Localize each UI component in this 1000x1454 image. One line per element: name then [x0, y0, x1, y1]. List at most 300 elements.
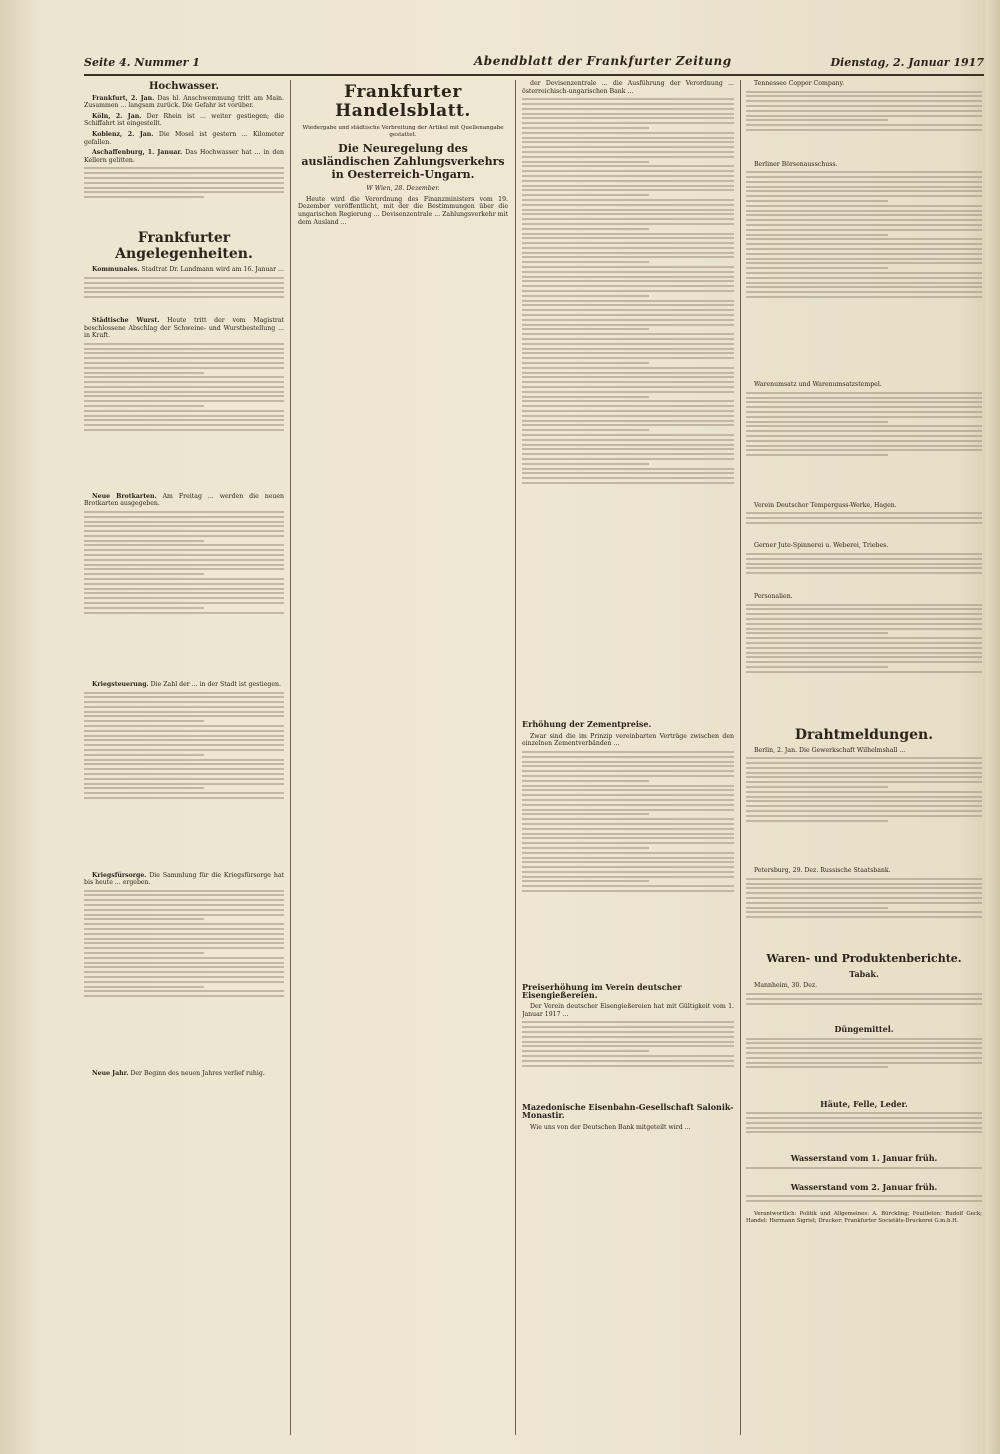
text-line: [84, 525, 284, 527]
text-line: [746, 248, 982, 250]
subsection-heading: Tabak.: [849, 968, 879, 979]
text-line: [746, 214, 982, 216]
text-line: [746, 1052, 982, 1054]
text-line: [522, 170, 734, 172]
text-line: [522, 314, 734, 316]
text-line: [746, 1117, 982, 1119]
news-item: [84, 113, 284, 128]
text-line: [522, 357, 734, 359]
text-line: [746, 558, 982, 560]
text-line: [746, 800, 982, 802]
text-line: [746, 1127, 982, 1129]
text-line: [746, 91, 982, 93]
text-line: [84, 778, 284, 780]
article-body: der Devisenzentrale ... die Ausführung der Verordnung ... österreichisch-ungarischen Bank ...: [522, 80, 734, 95]
text-line: [522, 828, 734, 830]
text-line: [522, 1036, 734, 1038]
text-line: [84, 282, 284, 284]
text-fill: [522, 1021, 734, 1101]
text-line: [522, 876, 734, 878]
text-line: [746, 762, 982, 764]
text-line: [522, 233, 734, 235]
text-line: [84, 739, 284, 741]
news-item: Der Verein deutscher Eisengießereien hat mit Gültigkeit vom 1. Januar 1917 ...: [522, 1003, 734, 1018]
text-fill: [746, 1195, 982, 1211]
text-line: [84, 696, 284, 698]
item-lead: Kriegsteuerung.: [92, 680, 149, 688]
text-line: [84, 754, 204, 756]
text-line: [522, 228, 649, 230]
text-line: [84, 890, 284, 892]
text-line: [522, 1055, 734, 1057]
page-header: [84, 54, 984, 76]
text-line: [84, 540, 204, 542]
text-line: [746, 878, 982, 880]
text-line: [746, 243, 982, 245]
text-line: [84, 564, 284, 566]
text-line: [746, 791, 982, 793]
text-line: [522, 410, 734, 412]
text-line: [522, 328, 649, 330]
text-line: [522, 199, 734, 201]
text-line: [84, 899, 284, 901]
text-line: [746, 253, 982, 255]
text-line: [84, 296, 284, 298]
text-line: [84, 287, 284, 289]
text-line: [746, 767, 982, 769]
text-line: [84, 971, 284, 973]
text-line: [746, 129, 982, 131]
text-line: [84, 187, 284, 189]
text-line: [522, 165, 734, 167]
text-line: [84, 759, 284, 761]
text-line: [746, 618, 982, 620]
text-line: [84, 986, 204, 988]
text-line: [746, 238, 982, 240]
text-line: [84, 167, 284, 169]
text-line: [746, 820, 888, 822]
text-line: [84, 909, 284, 911]
text-fill: [746, 878, 982, 948]
text-line: [84, 573, 204, 575]
text-line: [746, 1066, 888, 1068]
text-line: [84, 952, 204, 954]
text-line: [84, 172, 284, 174]
text-line: [522, 156, 734, 158]
text-line: [522, 1050, 649, 1052]
news-item: [84, 872, 284, 887]
text-line: [746, 1042, 982, 1044]
text-line: [522, 324, 734, 326]
item-text: Stadtrat Dr. Landmann wird am 16. Januar ...: [141, 266, 284, 274]
text-line: [522, 1021, 734, 1023]
text-line: [746, 642, 982, 644]
item-text: Die Mosel ist gestern ... Kilometer gefallen.: [84, 130, 284, 146]
text-line: [522, 304, 734, 306]
text-line: [84, 981, 284, 983]
text-line: [84, 405, 204, 407]
text-line: [746, 776, 982, 778]
news-item: [84, 317, 284, 340]
text-fill: [522, 98, 734, 718]
text-line: [522, 146, 734, 148]
text-line: [746, 522, 982, 524]
text-line: [84, 701, 284, 703]
text-line: [84, 792, 284, 794]
text-line: [522, 405, 734, 407]
item-lead: Städtische Wurst.: [92, 316, 160, 324]
newspaper-title: Abendblatt der Frankfurter Zeitung: [474, 54, 732, 68]
text-line: [522, 338, 734, 340]
text-line: [746, 1195, 982, 1197]
text-line: [522, 122, 734, 124]
text-line: [746, 810, 982, 812]
text-line: [746, 757, 982, 759]
text-line: [746, 553, 982, 555]
text-line: [522, 477, 734, 479]
section-heading: Drahtmeldungen.: [794, 726, 934, 743]
text-line: [84, 291, 284, 293]
text-line: [746, 181, 982, 183]
text-line: [84, 583, 284, 585]
section-heading: Frankfurter Angelegenheiten.: [115, 230, 253, 263]
text-line: [522, 775, 734, 777]
text-line: [746, 656, 982, 658]
page-number: Seite 4. Nummer 1: [84, 56, 200, 69]
text-line: [746, 796, 982, 798]
text-line: [522, 242, 734, 244]
text-line: [746, 440, 982, 442]
text-line: [84, 962, 284, 964]
text-line: [746, 392, 982, 394]
text-line: [84, 797, 284, 799]
text-line: [746, 286, 982, 288]
text-fill: [746, 171, 982, 381]
text-line: [522, 424, 734, 426]
text-line: [746, 186, 982, 188]
item-heading: Erhöhung der Zementpreise.: [522, 719, 652, 730]
text-line: [522, 180, 734, 182]
item-text: Der Rhein ist ... weiter gestiegen; die Schiffahrt ist eingestellt.: [84, 112, 284, 128]
text-line: [746, 1003, 982, 1005]
text-line: [522, 794, 734, 796]
text-line: [522, 117, 734, 119]
text-line: [84, 928, 284, 930]
text-line: [522, 780, 649, 782]
text-line: [746, 632, 888, 634]
text-line: [746, 567, 982, 569]
text-line: [746, 902, 982, 904]
text-line: [84, 730, 284, 732]
text-line: [746, 110, 982, 112]
news-item: [84, 95, 284, 110]
text-line: [746, 781, 982, 783]
text-line: [522, 823, 734, 825]
text-line: [84, 559, 284, 561]
text-line: [746, 416, 982, 418]
text-line: [746, 892, 982, 894]
text-line: [746, 421, 888, 423]
text-line: [746, 652, 982, 654]
text-line: [746, 613, 982, 615]
text-line: [84, 938, 284, 940]
text-line: [746, 224, 982, 226]
text-line: [746, 1200, 982, 1202]
news-item: Berliner Börsenausschuss.: [754, 160, 838, 168]
text-line: [522, 280, 734, 282]
text-line: [746, 911, 982, 913]
news-item: Personalien.: [754, 592, 793, 600]
text-line: [522, 880, 649, 882]
item-text: Am Freitag ... werden die neuen Brotkarten ausgegeben.: [84, 492, 284, 508]
text-line: [84, 415, 284, 417]
text-line: [522, 333, 734, 335]
text-line: [84, 343, 284, 345]
text-line: [84, 957, 284, 959]
text-fill: [84, 692, 284, 872]
news-item: [84, 493, 284, 508]
text-line: [84, 362, 284, 364]
text-line: [84, 410, 284, 412]
text-line: [746, 998, 982, 1000]
text-fill: [746, 392, 982, 502]
text-line: [522, 309, 734, 311]
text-line: [84, 592, 284, 594]
text-line: [522, 266, 734, 268]
text-line: [746, 1131, 982, 1133]
text-line: [746, 512, 982, 514]
column-rule: [515, 80, 516, 1435]
text-line: [746, 397, 982, 399]
text-line: [746, 786, 888, 788]
text-fill: [522, 751, 734, 981]
text-line: [84, 357, 284, 359]
text-line: [746, 272, 982, 274]
text-line: [84, 995, 284, 997]
text-line: [522, 194, 649, 196]
text-line: [522, 857, 734, 859]
news-item: [84, 149, 284, 164]
text-line: [84, 947, 284, 949]
text-line: [84, 395, 284, 397]
text-line: [84, 749, 284, 751]
text-line: [522, 852, 734, 854]
text-fill: [84, 277, 284, 317]
item-lead: Neue Brotkarten.: [92, 492, 157, 500]
text-line: [84, 607, 204, 609]
text-fill: [746, 1038, 982, 1098]
text-line: [746, 454, 888, 456]
text-line: [522, 761, 734, 763]
text-fill: [746, 1167, 982, 1181]
text-line: [522, 113, 734, 115]
text-line: [522, 386, 734, 388]
text-line: [84, 783, 284, 785]
text-line: [522, 468, 734, 470]
column-rule: [290, 80, 291, 1435]
text-fill: [84, 890, 284, 1070]
text-line: [84, 976, 284, 978]
text-line: [522, 434, 734, 436]
text-line: [522, 1065, 734, 1067]
text-line: [84, 521, 284, 523]
text-line: [746, 119, 888, 121]
news-item: [84, 1070, 284, 1078]
text-line: [522, 833, 734, 835]
text-line: [746, 805, 982, 807]
news-item: Tennessee Copper Company.: [754, 80, 845, 87]
text-line: [746, 623, 982, 625]
text-line: [522, 247, 734, 249]
text-line: [84, 692, 284, 694]
text-line: [746, 195, 982, 197]
text-line: [746, 406, 982, 408]
text-line: [522, 295, 649, 297]
item-text: Das Hochwasser hat ... in den Kellern gelitten.: [84, 149, 284, 164]
text-line: [522, 866, 734, 868]
text-line: [522, 472, 734, 474]
column-commerce-continued: [522, 80, 734, 1440]
text-line: [522, 189, 734, 191]
text-line: [746, 671, 982, 673]
text-line: [746, 1057, 982, 1059]
news-item: Verein Deutscher Temperguss-Werke, Hagen.: [754, 501, 897, 509]
text-line: [522, 343, 734, 345]
text-fill: [746, 757, 982, 867]
column-reports: [746, 80, 982, 1440]
subsection-heading: Wasserstand vom 1. Januar früh.: [790, 1153, 938, 1164]
text-line: [522, 1045, 734, 1047]
text-line: [746, 604, 982, 606]
text-line: [522, 756, 734, 758]
item-lead: Neue Jahr.: [92, 1069, 129, 1077]
text-line: [84, 725, 284, 727]
text-line: [84, 990, 284, 992]
text-line: [84, 706, 284, 708]
text-line: [746, 1122, 982, 1124]
text-line: [522, 1026, 734, 1028]
subsection-heading: Düngemittel.: [834, 1023, 894, 1034]
column-local-news: [84, 80, 284, 1440]
text-line: [522, 141, 734, 143]
text-line: [522, 348, 734, 350]
text-line: [746, 572, 982, 574]
item-lead: Kriegsfürsorge.: [92, 871, 147, 879]
text-line: [84, 424, 284, 426]
text-line: [746, 1062, 982, 1064]
text-line: [84, 612, 284, 614]
text-line: [522, 372, 734, 374]
text-line: [522, 396, 649, 398]
item-heading: Mazedonische Eisenbahn-Gesellschaft Salonik-Monastir.: [522, 1102, 734, 1120]
text-line: [84, 602, 284, 604]
text-line: [522, 751, 734, 753]
text-line: [84, 511, 284, 513]
news-item: Gerner Jute-Spinnerei u. Weberei, Triebes.: [754, 542, 889, 550]
text-line: [522, 132, 734, 134]
text-line: [522, 209, 734, 211]
text-line: [84, 530, 284, 532]
text-line: [522, 813, 649, 815]
text-line: [84, 923, 284, 925]
text-line: [522, 352, 734, 354]
news-item: Petersburg, 29. Dez. Russische Staatsbank.: [754, 867, 891, 875]
news-item: Wie uns von der Deutschen Bank mitgeteilt wird ...: [530, 1123, 691, 1131]
text-line: [746, 100, 982, 102]
text-fill: [746, 512, 982, 542]
text-line: [522, 890, 734, 892]
text-line: [522, 789, 734, 791]
news-item: [84, 131, 284, 146]
text-line: [746, 608, 982, 610]
page-edge: [986, 0, 1000, 1454]
text-line: [746, 190, 982, 192]
text-line: [746, 517, 982, 519]
item-heading: Preiserhöhung im Verein deutscher Eisengießereien.: [522, 981, 682, 1000]
text-line: [746, 115, 982, 117]
text-line: [84, 544, 284, 546]
text-line: [84, 773, 284, 775]
text-line: [746, 411, 982, 413]
text-line: [746, 401, 982, 403]
text-line: [84, 191, 284, 193]
text-line: [84, 933, 284, 935]
text-line: [522, 765, 734, 767]
text-line: [746, 897, 982, 899]
text-line: [84, 568, 284, 570]
news-item: Mannheim, 30. Dez.: [754, 982, 818, 990]
text-line: [522, 103, 734, 105]
text-line: [746, 267, 888, 269]
text-fill: [84, 167, 284, 227]
text-line: [522, 185, 734, 187]
text-line: [522, 98, 734, 100]
text-line: [84, 348, 284, 350]
text-line: [746, 449, 982, 451]
imprint: Verantwortlich: Politik und Allgemeines: A. Bürckling; Feuilleton: Rudolf Geck; Handel: Hermann Sigrist; Drucker: Frankfurter Societäts-Druckerei G.m.b.H.: [746, 1211, 982, 1224]
text-line: [84, 182, 284, 184]
text-fill: [746, 604, 982, 724]
text-line: [522, 127, 649, 129]
text-line: [84, 367, 284, 369]
text-line: [522, 319, 734, 321]
text-line: [84, 942, 284, 944]
text-line: [84, 386, 284, 388]
text-line: [84, 429, 284, 431]
text-line: [84, 516, 284, 518]
text-line: [84, 400, 284, 402]
text-line: [84, 894, 284, 896]
text-fill: [746, 1112, 982, 1152]
subsection-heading: Wasserstand vom 2. Januar früh.: [790, 1181, 938, 1192]
text-line: [746, 200, 888, 202]
text-line: [746, 887, 982, 889]
article-body: Heute wird die Verordnung des Finanzministers vom 19. Dezember veröffentlicht, mit der die Bestimmungen über die ungarischen Regierung ... Devisenzentrale ... Zahlungsverkehr mit dem Ausland ...: [298, 195, 508, 226]
text-fill: [84, 511, 284, 681]
text-line: [84, 554, 284, 556]
text-line: [746, 105, 982, 107]
text-line: [746, 993, 982, 995]
text-line: [746, 1047, 982, 1049]
text-line: [746, 296, 982, 298]
text-line: [746, 234, 888, 236]
text-line: [746, 916, 982, 918]
text-line: [84, 914, 284, 916]
text-line: [522, 276, 734, 278]
text-line: [84, 763, 284, 765]
text-line: [84, 787, 204, 789]
text-line: [746, 282, 982, 284]
